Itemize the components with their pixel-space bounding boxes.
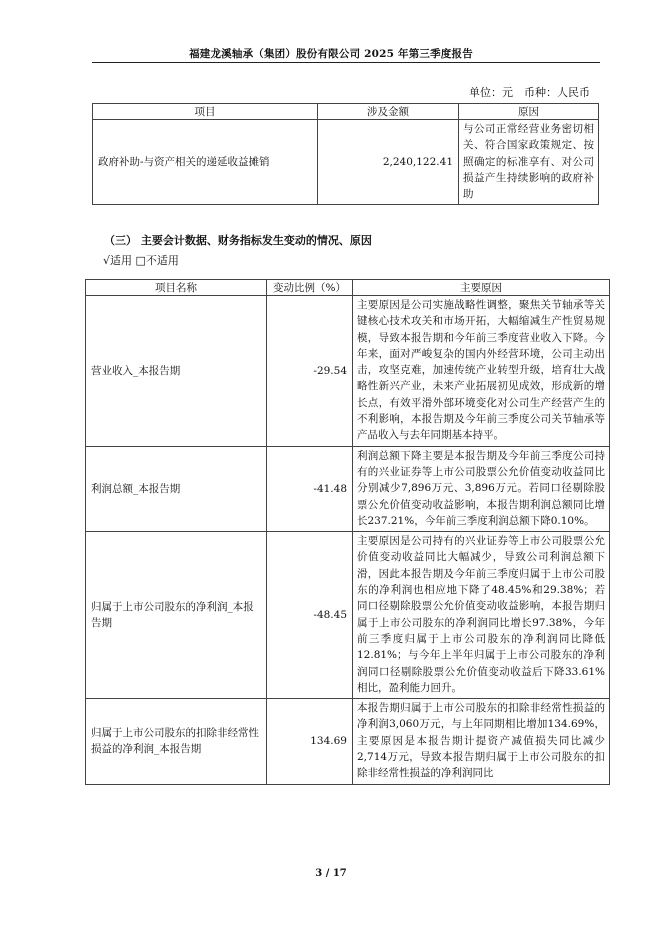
row-item: 营业收入_本报告期 [86, 296, 267, 447]
row-reason: 主要原因是公司持有的兴业证券等上市公司股票公允价值变动收益同比大幅减少，导致公司利润总额下滑，因此本报告期及今年前三季度归属于上市公司股东的净利润也相应地下降了48.45%和29.38%；若同口径剔除股票公允价值变动收益影响，本报告期归属于上市公司股东的净利润同比增长97.38%，今年前三季度归属于上市公司股东的净利润同比降低12.81%；与今年上半年归属于上市公司股东的净利润同口径剔除股票公允价值变动收益后下降33.61%相比，盈利能力回升。 [353, 532, 610, 699]
row-reason: 本报告期归属于上市公司股东的扣除非经常性损益的净利润3,060万元，与上年同期相比增加134.69%，主要原因是本报告期计提资产减值损失同比减少2,714万元，导致本报告期归属于上市公司股东的扣除非经常性损益的净利润同比 [353, 699, 610, 784]
row-reason: 利润总额下降主要是本报告期及今年前三季度公司持有的兴业证券等上市公司股票公允价值变动收益同比分别减少7,896万元、3,896万元。若同口径剔除股票公允价值变动收益影响，本报告期利润总额同比增长237.21%，今年前三季度利润总额下降0.10%。 [353, 446, 610, 531]
report-header-title: 福建龙溪轴承（集团）股份有限公司 2025 年第三季度报告 [189, 48, 473, 60]
row-amount: 2,240,122.41 [318, 120, 459, 205]
column-header-main-reason: 主要原因 [353, 280, 610, 296]
row-item: 归属于上市公司股东的净利润_本报告期 [86, 532, 267, 699]
row-ratio: -29.54 [267, 296, 353, 447]
row-ratio: -41.48 [267, 446, 353, 531]
non-recurring-items-table [92, 103, 599, 205]
table-row [86, 446, 610, 531]
unit-currency-line: 单位：元 币种：人民币 [469, 86, 590, 99]
column-header-item-name: 项目名称 [86, 280, 267, 296]
table-row [93, 120, 599, 205]
page-number: 3 / 17 [315, 868, 347, 879]
section-title: （三） 主要会计数据、财务指标发生变动的情况、原因 [104, 234, 372, 247]
table-row [86, 296, 610, 447]
financial-change-table [85, 279, 610, 785]
row-reason: 主要原因是公司实施战略性调整，聚焦关节轴承等关键核心技术攻关和市场开拓，大幅缩减生产性贸易规模，导致本报告期和今年前三季度营业收入下降。今年来，面对严峻复杂的国内外经营环境，公司主动出击，攻坚克难，加速传统产业转型升级，培育壮大战略性新兴产业，未来产业拓展初见成效，形成新的增长点，有效平滑外部环境变化对公司生产经营产生的不利影响，本报告期及今年前三季度公司关节轴承等产品收入与去年同期基本持平。 [353, 296, 610, 447]
column-header-item: 项目 [93, 104, 318, 120]
column-header-amount: 涉及金额 [318, 104, 459, 120]
row-ratio: 134.69 [267, 699, 353, 784]
column-header-change-ratio: 变动比例（%） [267, 280, 353, 296]
row-item: 归属于上市公司股东的扣除非经常性损益的净利润_本报告期 [86, 699, 267, 784]
table-header-row [93, 104, 599, 120]
row-item: 利润总额_本报告期 [86, 446, 267, 531]
row-ratio: -48.45 [267, 532, 353, 699]
applicability-checkbox-line: √适用 □不适用 [103, 254, 179, 267]
row-reason: 与公司正常经营业务密切相关、符合国家政策规定、按照确定的标准享有、对公司损益产生持续影响的政府补助 [459, 120, 599, 205]
header-divider [92, 62, 600, 63]
table-row [86, 699, 610, 784]
row-item: 政府补助-与资产相关的递延收益摊销 [93, 120, 318, 205]
table-header-row [86, 280, 610, 296]
column-header-reason: 原因 [459, 104, 599, 120]
table-row [86, 532, 610, 699]
